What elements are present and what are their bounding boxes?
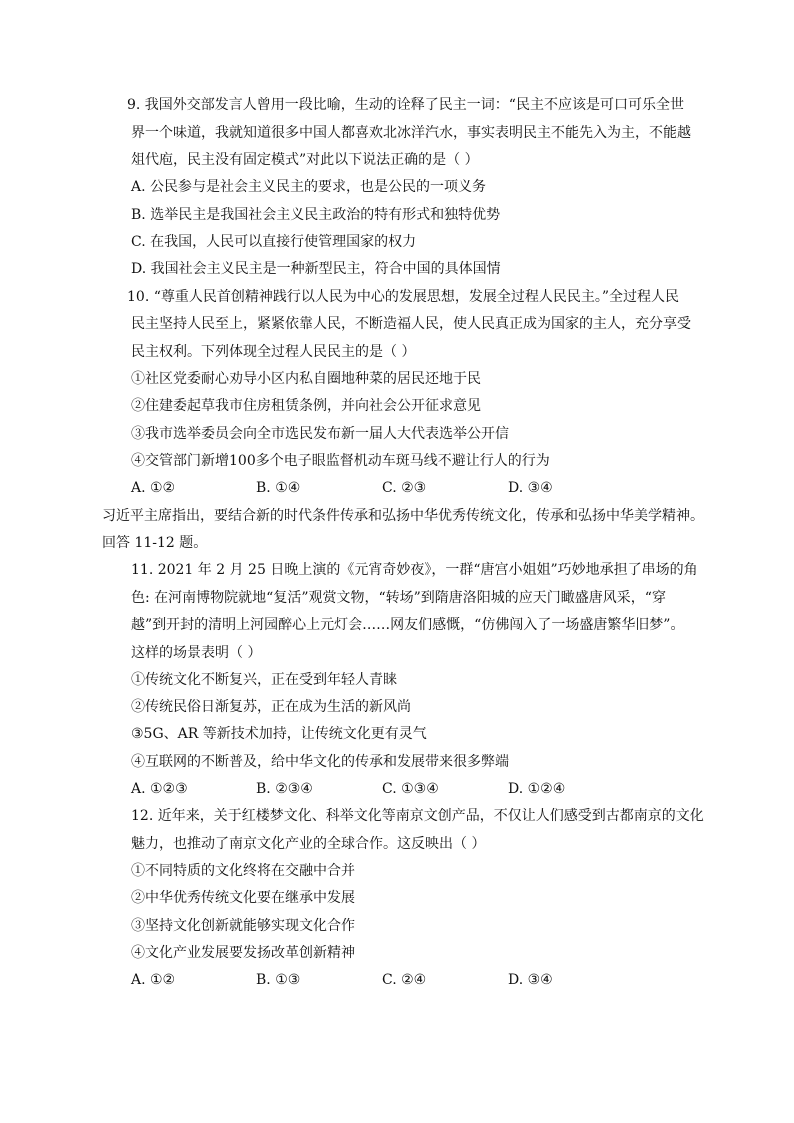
choice-row (131, 478, 731, 498)
choice-b: B. ②③④ (256, 781, 313, 797)
statement-item: ④交管部门新增100多个电子眼监督机动车斑马线不避让行人的行为 (131, 453, 550, 469)
statement-item: ④文化产业发展要发扬改革创新精神 (131, 945, 355, 961)
choice-b: B. ①④ (256, 480, 301, 496)
question-stem-line: 9. 我国外交部发言人曾用一段比喻，生动的诠释了民主一词：“民主不应该是可口可乐全世 (127, 97, 684, 113)
choice-d: D. ③④ (508, 480, 553, 496)
choice-c: C. ②④ (382, 972, 427, 988)
answer-option: C. 在我国，人民可以直接行使管理国家的权力 (131, 234, 417, 250)
choice-a: A. ①② (131, 972, 176, 988)
question-stem-line: 界一个味道，我就知道很多中国人都喜欢北冰洋汽水，事实表明民主不能先入为主，不能越 (131, 125, 691, 141)
statement-item: ②传统民俗日渐复苏，正在成为生活的新风尚 (131, 699, 411, 715)
choice-d: D. ③④ (508, 972, 553, 988)
question-stem-line: 民主权利。下列体现全过程人民民主的是（ ） (131, 344, 416, 360)
question-stem-line: 10. “尊重人民首创精神践行以人民为中心的发展思想，发展全过程人民民主。”全过程人民 (127, 289, 680, 305)
statement-item: ③我市选举委员会向全市选民发布新一届人大代表选举公开信 (131, 426, 509, 442)
statement-item: ①传统文化不断复兴，正在受到年轻人青睐 (131, 672, 397, 688)
statement-item: ①社区党委耐心劝导小区内私自圈地种菜的居民还地于民 (131, 371, 481, 387)
answer-option: B. 选举民主是我国社会主义民主政治的特有形式和独特优势 (131, 207, 501, 223)
question-stem-line: 12. 近年来，关于红楼梦文化、科举文化等南京文创产品，不仅让人们感受到古都南京的文化 (131, 808, 704, 824)
question-stem-line: 魅力，也推动了南京文化产业的全球合作。这反映出（ ） (131, 836, 486, 852)
question-stem-line: 这样的场景表明（ ） (131, 645, 262, 661)
question-stem-line: 11. 2021 年 2 月 25 日晚上演的《元宵奇妙夜》，一群“唐宫小姐姐”巧妙地承担了串场的角 (131, 562, 698, 578)
answer-option: D. 我国社会主义民主是一种新型民主，符合中国的具体国情 (131, 261, 501, 277)
choice-c: C. ②③ (382, 480, 427, 496)
statement-item: ③5G、AR 等新技术加持，让传统文化更有灵气 (131, 726, 427, 742)
choice-d: D. ①②④ (508, 781, 566, 797)
statement-item: ③坚持文化创新就能够实现文化合作 (131, 918, 355, 934)
statement-item: ②中华优秀传统文化要在继承中发展 (131, 890, 355, 906)
choice-a: A. ①②③ (131, 781, 188, 797)
choice-row (131, 970, 731, 990)
choice-a: A. ①② (131, 480, 176, 496)
statement-item: ②住建委起草我市住房租赁条例，并向社会公开征求意见 (131, 398, 481, 414)
question-stem-line: 色: 在河南博物院就地“复活”观赏文物，“转场”到隋唐洛阳城的应天门瞰盛唐风采，“穿 (131, 590, 666, 606)
question-stem-line: 越”到开封的清明上河园醉心上元灯会……网友们感慨，“仿佛闯入了一场盛唐繁华旧梦”。 (131, 617, 685, 633)
intro-line: 回答 11-12 题。 (102, 535, 208, 551)
choice-c: C. ①③④ (382, 781, 439, 797)
choice-b: B. ①③ (256, 972, 301, 988)
choice-row (131, 779, 731, 799)
statement-item: ①不同特质的文化终将在交融中合并 (131, 863, 355, 879)
answer-option: A. 公民参与是社会主义民主的要求，也是公民的一项义务 (131, 179, 487, 195)
statement-item: ④互联网的不断普及，给中华文化的传承和发展带来很多弊端 (131, 754, 509, 770)
question-stem-line: 民主坚持人民至上，紧紧依靠人民，不断造福人民，使人民真正成为国家的主人，充分享受 (131, 316, 691, 332)
question-stem-line: 俎代庖，民主没有固定模式”对此以下说法正确的是（ ） (131, 152, 479, 168)
intro-line: 习近平主席指出，要结合新的时代条件传承和弘扬中华优秀传统文化，传承和弘扬中华美学精神。 (102, 508, 704, 524)
